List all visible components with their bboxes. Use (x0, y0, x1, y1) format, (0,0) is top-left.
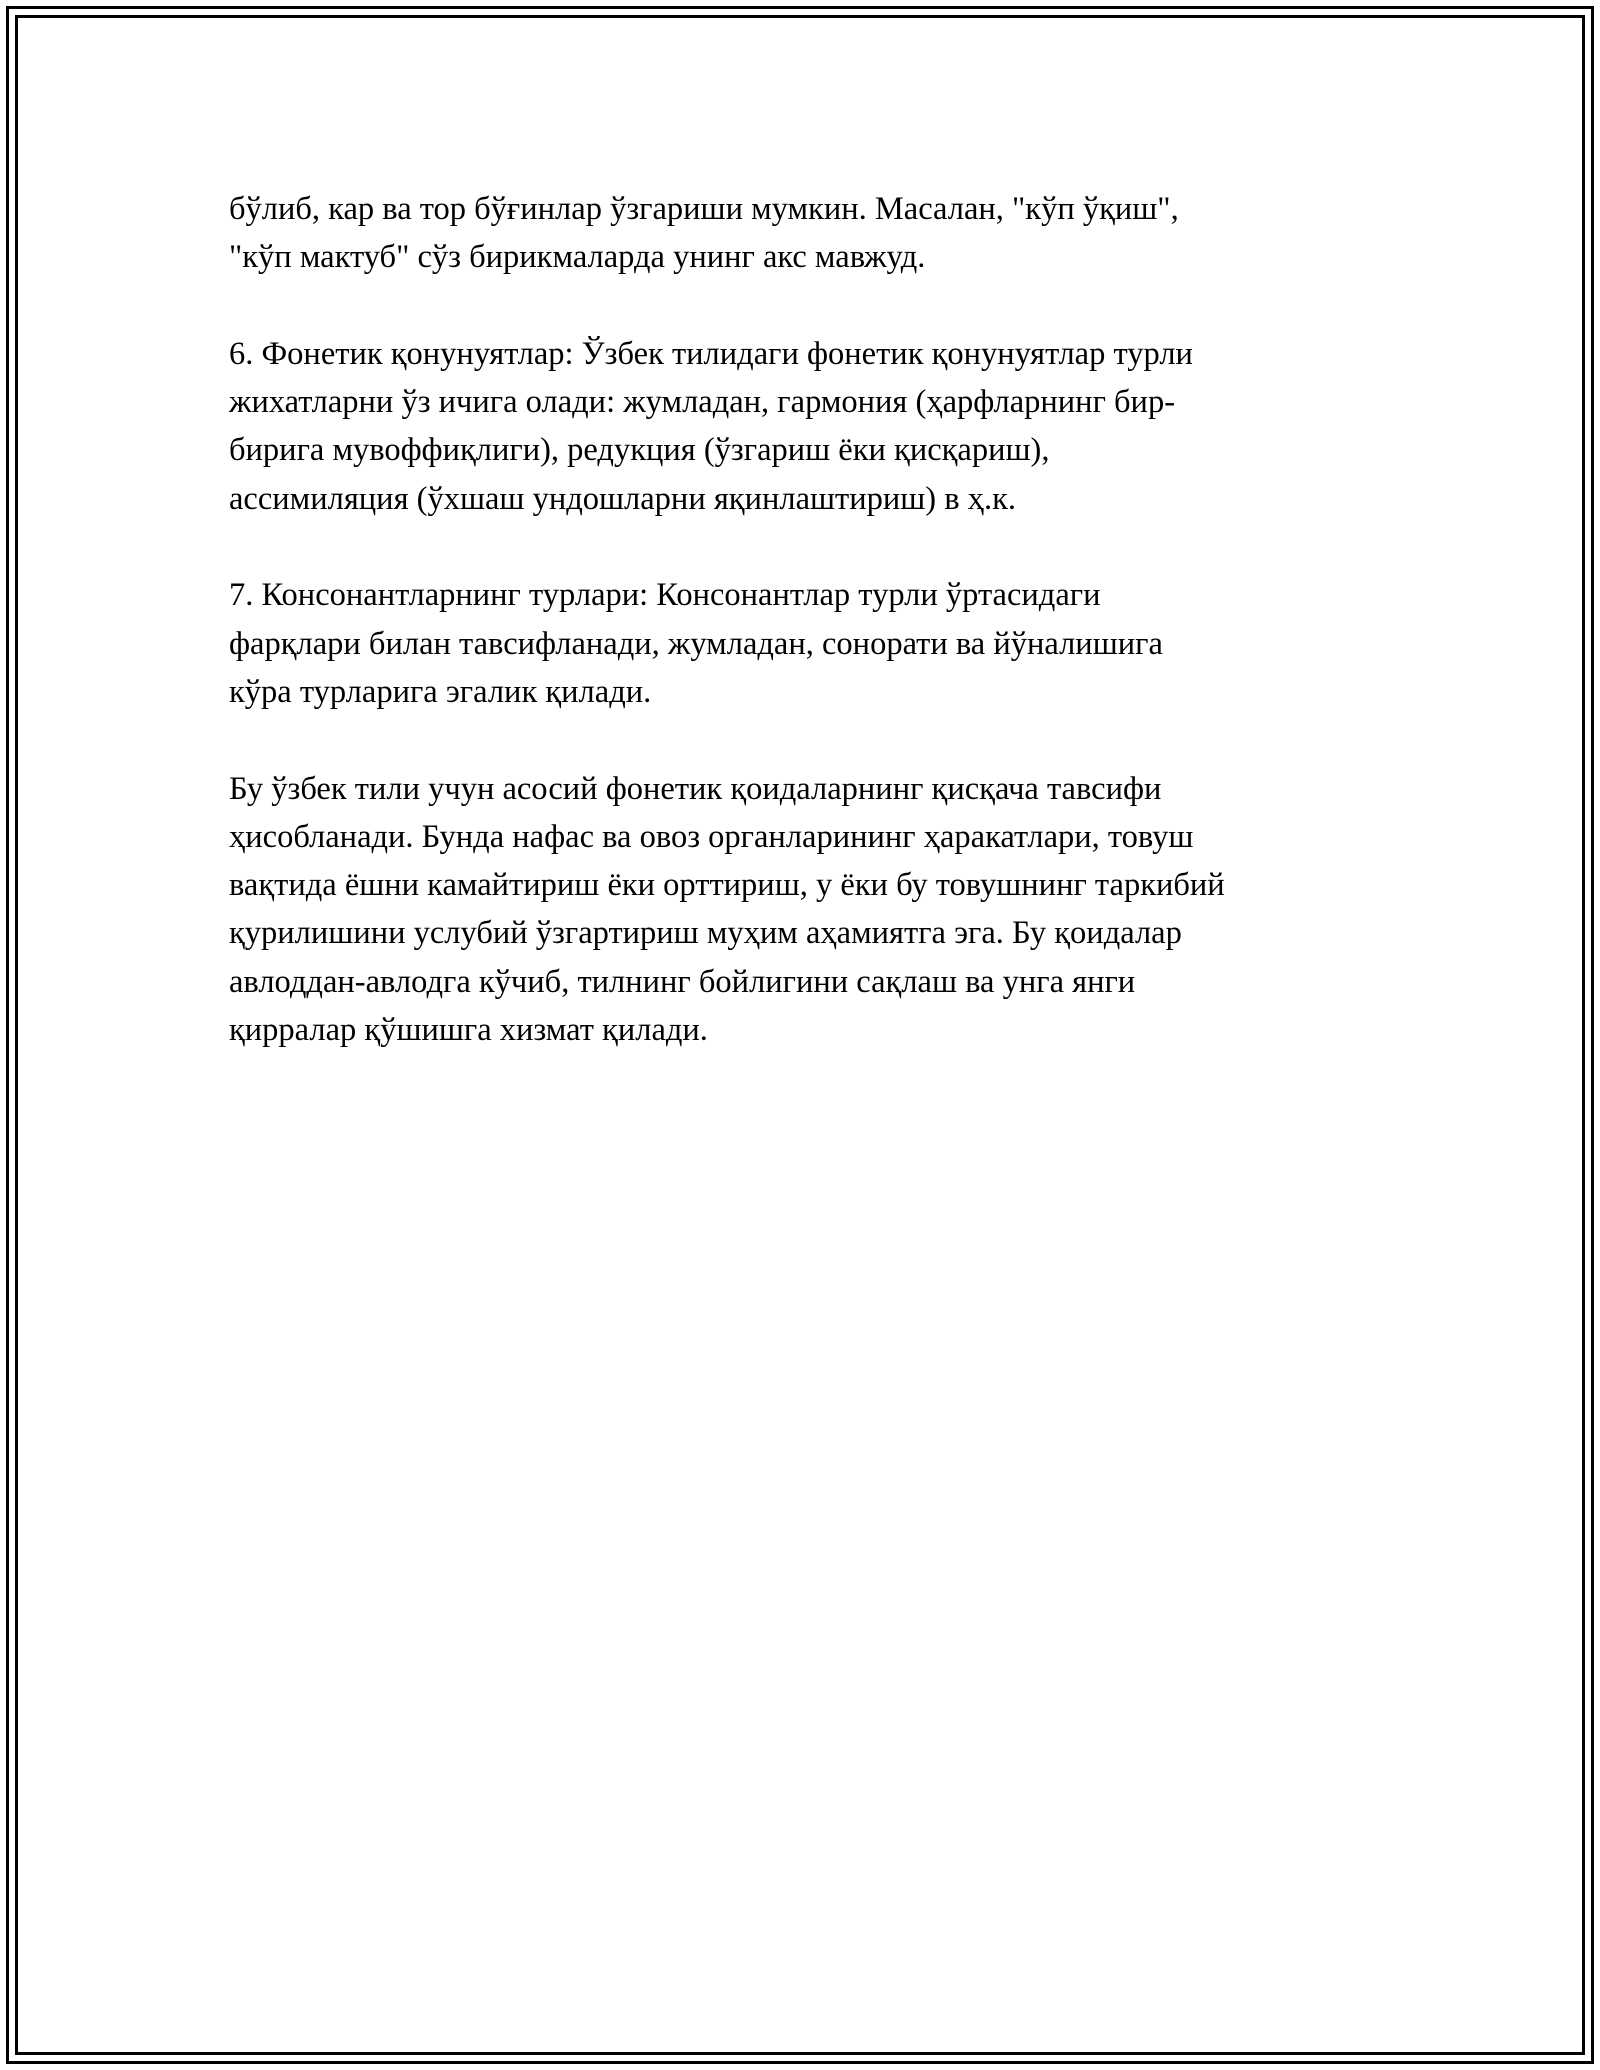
paragraph-phonetic-laws: 6. Фонетик қонунуятлар: Ўзбек тилидаги фонетик қонунуятлар турли жихатларни ўз ичига олади: жумладан, гармония (ҳарфларнинг бир- бирига мувоффиқлиги), редукция (ўзгариш ёки қисқариш), ассимиляция (ўхшаш ундошларни яқинлаштириш) в ҳ.к. (229, 335, 1193, 517)
paragraph-consonant-types: 7. Консонантларнинг турлари: Консонантлар турли ўртасидаги фарқлари билан тавсифланади, жумладан, сонорати ва йўналишига кўра турларига эгалик қилади. (229, 577, 1163, 710)
paragraph-continuation: бўлиб, кар ва тор бўғинлар ўзгариши мумкин. Масалан, "кўп ўқиш", "кўп мактуб" сўз бирикмаларда унинг акс мавжуд. (229, 191, 1179, 276)
paragraph-summary: Бу ўзбек тили учун асосий фонетик қоидаларнинг қисқача тавсифи ҳисобланади. Бунда нафас ва овоз органларининг ҳаракатлари, товуш вақтида ёшни камайтириш ёки орттириш, у ёки бу товушнинг таркибий қурилишини услубий ўзгартириш муҳим аҳамиятга эга. Бу қоидалар авлоддан-авлодга кўчиб, тилнинг бойлигини сақлаш ва унга янги қирралар қўшишга хизмат қилади. (229, 770, 1225, 1049)
document-body (229, 185, 1419, 1103)
